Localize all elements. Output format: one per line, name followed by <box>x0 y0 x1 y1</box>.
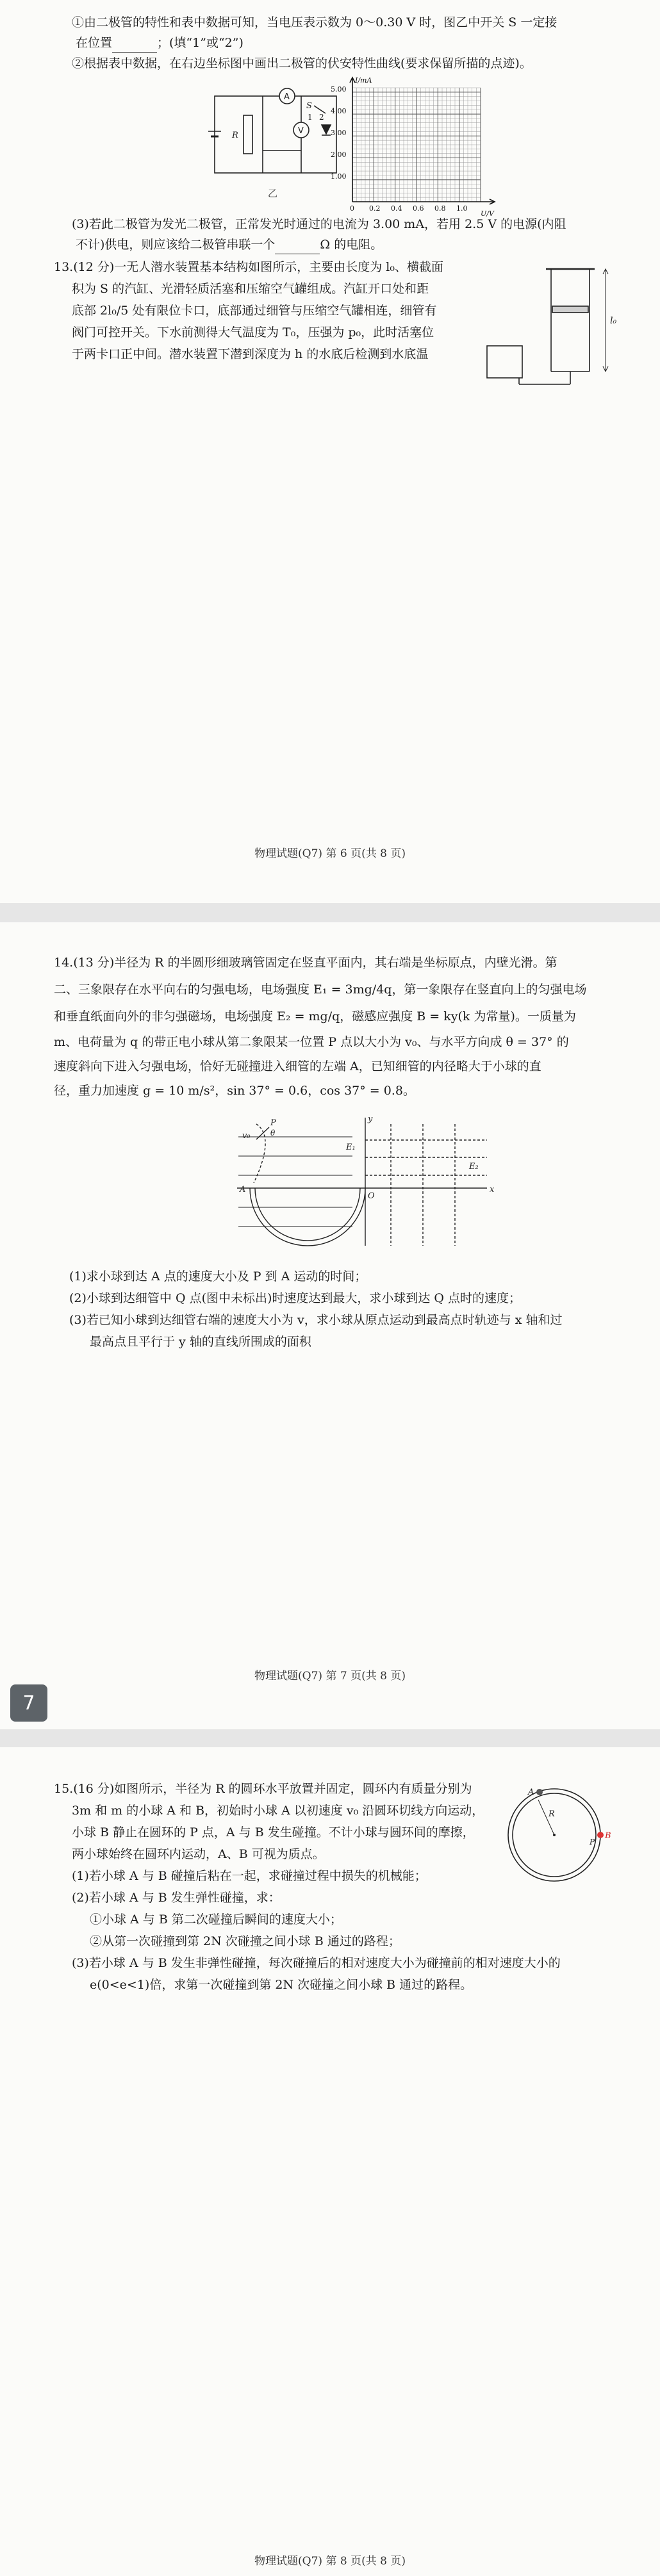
ring-label-a: A <box>528 1788 534 1797</box>
graph-ytick-4: 4.00 <box>331 107 347 115</box>
graph-xlabel: U/V <box>481 209 494 218</box>
q13-line-5: 于两卡口正中间。潜水装置下潜到深度为 h 的水底后检测到水底温 <box>72 347 429 361</box>
graph-xtick-0.8: 0.8 <box>434 204 446 213</box>
graph-xtick-0.4: 0.4 <box>391 204 402 213</box>
q14-line-4: m、电荷量为 q 的带正电小球从第二象限某一位置 P 点以大小为 v₀、与水平方向成 θ = 37° 的 <box>54 1035 569 1049</box>
q13-line-2: 积为 S 的汽缸、光滑轻质活塞和压缩空气罐组成。汽缸开口处和距 <box>72 282 429 296</box>
q14-sub-3: (3)若已知小球到达细管右端的速度大小为 v，求小球从原点运动到最高点时轨迹与 x 轴和过 <box>69 1313 563 1327</box>
q14-line-5: 速度斜向下进入匀强电场，恰好无碰撞进入细管的左端 A，已知细管的内径略大于小球的直 <box>54 1059 541 1073</box>
q15-line-1: 15.(16 分)如图所示，半径为 R 的圆环水平放置并固定，圆环内有质量分别为 <box>54 1782 472 1796</box>
label-e2: E₂ <box>469 1162 479 1171</box>
q14-sub-4: 最高点且平行于 y 轴的直线所围成的面积 <box>90 1335 311 1349</box>
ring-label-b: B <box>605 1831 611 1841</box>
label-e1: E₁ <box>346 1143 356 1152</box>
answer-blank <box>112 39 157 53</box>
q15-line-5: (1)若小球 A 与 B 碰撞后粘在一起，求碰撞过程中损失的机械能； <box>72 1869 427 1883</box>
q15-line-6: (2)若小球 A 与 B 发生弹性碰撞，求： <box>72 1891 281 1905</box>
q14-line-3: 和垂直纸面向外的非匀强磁场，电场强度 E₂ = mg/q，磁感应强度 B = ky(k 为常量)。一质量为 <box>54 1009 576 1023</box>
page-7-footer: 物理试题(Q7) 第 7 页(共 8 页) <box>254 1670 406 1683</box>
page-badge: 7 <box>10 1684 47 1722</box>
page-6-footer: 物理试题(Q7) 第 6 页(共 8 页) <box>254 847 406 860</box>
q15-line-10: e(0<e<1)倍，求第一次碰撞到第 2N 次碰撞之间小球 B 通过的路程。 <box>90 1978 473 1992</box>
q12-part3-line-2: 不计)供电，则应该给二极管串联一个 Ω 的电阻。 <box>76 235 383 254</box>
switch-pos-1: 1 <box>308 113 313 122</box>
iv-graph <box>327 74 500 221</box>
graph-xtick-0: 0 <box>350 204 354 213</box>
q15-line-2: 3m 和 m 的小球 A 和 B，初始时小球 A 以初速度 v₀ 沿圆环切线方向运动， <box>72 1804 484 1818</box>
q12-part3-line-1: (3)若此二极管为发光二极管，正常发光时通过的电流为 3.00 mA，若用 2.5 V 的电源(内阻 <box>72 217 566 231</box>
q14-line-6: 径，重力加速度 g = 10 m/s²，sin 37° = 0.6，cos 37° = 0.8。 <box>54 1084 415 1098</box>
graph-xtick-1.0: 1.0 <box>456 204 468 213</box>
graph-ytick-2: 2.00 <box>331 151 347 159</box>
ring-diagram <box>500 1781 615 1889</box>
switch-pos-2: 2 <box>319 113 324 122</box>
q14-sub-1: (1)求小球到达 A 点的速度大小及 P 到 A 运动的时间； <box>69 1269 367 1284</box>
q12-line-3: ②根据表中数据，在右边坐标图中画出二极管的伏安特性曲线(要求保留所描的点迹)。 <box>72 56 532 70</box>
graph-ytick-3: 3.00 <box>331 129 347 137</box>
label-v0: v₀ <box>242 1131 251 1141</box>
label-a: A <box>240 1185 246 1194</box>
q15-line-3: 小球 B 静止在圆环的 P 点，A 与 B 发生碰撞。不计小球与圆环间的摩擦， <box>72 1825 475 1839</box>
ammeter-label: A <box>284 92 290 102</box>
label-p: P <box>270 1118 276 1128</box>
page-gap <box>0 903 660 922</box>
q12-line-1: ①由二极管的特性和表中数据可知，当电压表示数为 0～0.30 V 时，图乙中开关 S 一定接 <box>72 15 557 29</box>
graph-xtick-0.6: 0.6 <box>413 204 424 213</box>
q14-sub-2: (2)小球到达细管中 Q 点(图中未标出)时速度达到最大，求小球到达 Q 点时的速度； <box>69 1291 522 1305</box>
graph-ytick-5: 5.00 <box>331 85 347 94</box>
q13-line-4: 阀门可控开关。下水前测得大气温度为 T₀，压强为 p₀，此时活塞位 <box>72 325 434 339</box>
cylinder-length-label: l₀ <box>610 316 617 326</box>
q15-line-7: ①小球 A 与 B 第二次碰撞后瞬间的速度大小； <box>90 1912 342 1927</box>
semicircle-field-diagram <box>231 1111 500 1259</box>
ring-label-r: R <box>549 1809 555 1819</box>
q14-line-1: 14.(13 分)半径为 R 的半圆形细玻璃管固定在竖直平面内，其右端是坐标原点，内壁光滑。第 <box>54 956 557 970</box>
q15-line-8: ②从第一次碰撞到第 2N 次碰撞之间小球 B 通过的路程； <box>90 1934 400 1948</box>
label-theta: θ <box>270 1129 276 1137</box>
answer-blank <box>275 241 320 254</box>
circuit-diagram <box>205 80 346 202</box>
label-y: y <box>368 1114 373 1124</box>
cylinder-diagram <box>474 256 628 397</box>
q15-line-9: (3)若小球 A 与 B 发生非弹性碰撞，每次碰撞后的相对速度大小为碰撞前的相对速度大小的 <box>72 1956 561 1970</box>
q14-line-2: 二、三象限存在水平向右的匀强电场，电场强度 E₁ = 3mg/4q，第一象限存在竖直向上的匀强电场 <box>54 982 587 997</box>
page-gap <box>0 1729 660 1747</box>
graph-xtick-0.2: 0.2 <box>369 204 381 213</box>
figure-label-yi: 乙 <box>268 188 278 199</box>
graph-ylabel: I/mA <box>355 76 372 85</box>
q13-line-3: 底部 2l₀/5 处有限位卡口，底部通过细管与压缩空气罐相连，细管有 <box>72 304 437 318</box>
voltmeter-label: V <box>298 126 304 136</box>
page-8-footer: 物理试题(Q7) 第 8 页(共 8 页) <box>254 2555 406 2568</box>
q15-line-4: 两小球始终在圆环内运动，A、B 可视为质点。 <box>72 1847 325 1861</box>
q13-line-1: 13.(12 分)一无人潜水装置基本结构如图所示，主要由长度为 l₀、横截面 <box>54 260 443 274</box>
resistor-label: R <box>232 131 238 140</box>
label-o: O <box>368 1191 375 1201</box>
switch-label: S <box>306 101 312 111</box>
q12-line-2: 在位置 ；(填“1”或“2”) <box>76 33 243 53</box>
label-x: x <box>490 1185 495 1194</box>
graph-ytick-1: 1.00 <box>331 172 347 181</box>
ring-label-p: P <box>590 1838 595 1846</box>
